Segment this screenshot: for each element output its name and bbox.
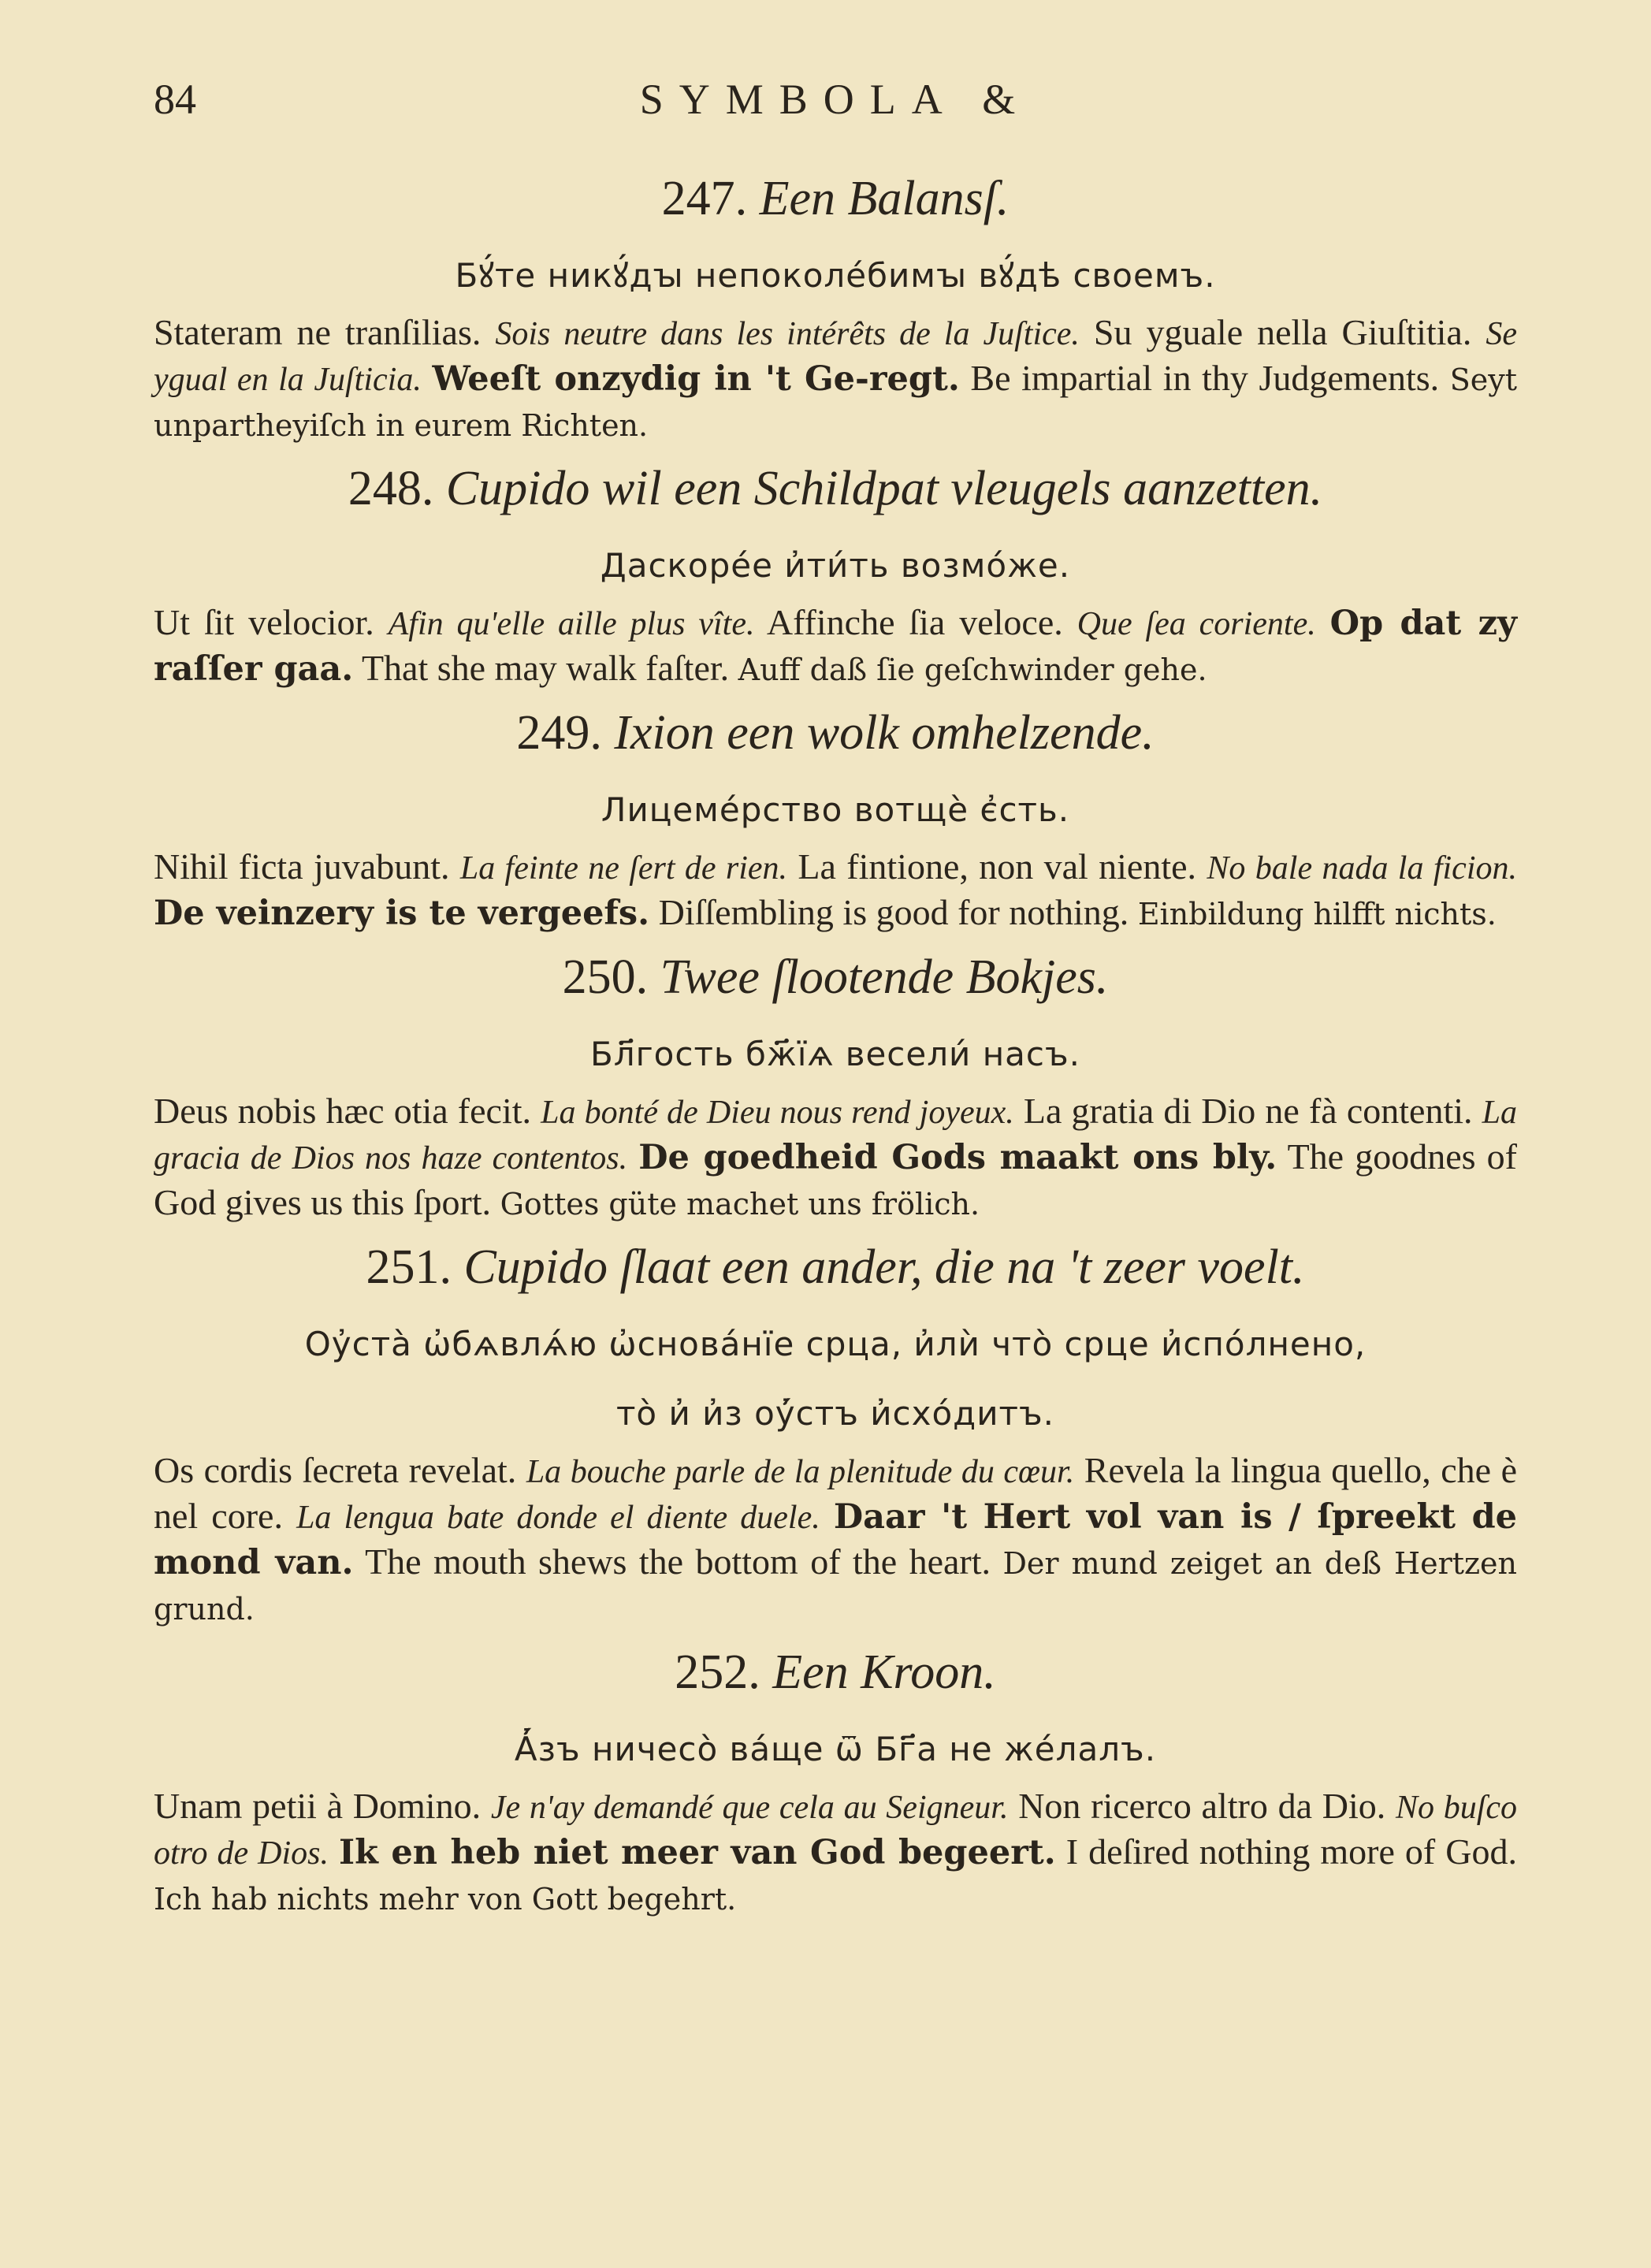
entry-249	[154, 700, 1517, 936]
page-header	[154, 75, 1517, 138]
slavonic-motto: Бꙋ́те никꙋ́дꙑ непоколе́бимꙑ вꙋ́дѣ своемъ.	[455, 256, 1216, 295]
entry-248	[154, 455, 1517, 692]
slavonic-motto-continued: то̀ и҆ и҆з оу҆́стъ и҆схо́дитъ.	[615, 1394, 1055, 1433]
latin-motto: Ut ſit velocior.	[154, 602, 374, 642]
italian-motto: Affinche ſia veloce.	[766, 602, 1063, 642]
dutch-motto: De goedheid Gods maakt ons bly.	[638, 1138, 1277, 1177]
translations	[154, 1784, 1517, 1921]
latin-motto: Stateram ne tranſilias.	[154, 312, 482, 352]
dutch-motto: Weeſt onzydig in 't Ge-regt.	[432, 359, 960, 399]
translations	[154, 600, 1517, 692]
entry-number: 249.	[516, 706, 602, 760]
slavonic-motto: А҆́зъ ничесо̀ ва́ще ѿ Бг҃а не же́лалъ.	[514, 1730, 1157, 1768]
entry-number: 248.	[348, 462, 434, 515]
english-motto: I deſired nothing more of God.	[1065, 1831, 1517, 1872]
dutch-motto: Op dat zy raſſer gaa.	[154, 604, 1518, 689]
french-motto: Afin qu'elle aille plus vîte.	[388, 606, 755, 642]
entry-heading	[154, 1639, 1517, 1705]
dutch-motto: Daar 't Hert vol van is / ſpreekt de mond van.	[154, 1497, 1517, 1582]
entry-heading	[154, 944, 1517, 1010]
entry-heading	[154, 165, 1517, 232]
italian-motto: Su yguale nella Giuſtitia.	[1093, 312, 1472, 352]
entry-252	[154, 1639, 1517, 1921]
latin-motto: Os cordis ſecreta revelat.	[154, 1450, 517, 1490]
italian-motto: Revela la lingua quello, che è nel core.	[154, 1450, 1518, 1536]
running-title: SYMBOLA &	[639, 76, 1032, 123]
page-body	[154, 158, 1517, 1921]
entry-title: Een Balansſ.	[759, 172, 1010, 225]
entry-title: Ixion een wolk omhelzende.	[614, 706, 1155, 760]
spanish-motto: La lengua bate donde el diente duele.	[296, 1500, 820, 1536]
italian-motto: La gratia di Dio ne fà contenti.	[1023, 1091, 1473, 1131]
german-motto: Ich hab nichts mehr von Gott begehrt.	[154, 1882, 737, 1917]
english-motto: Be impartial in thy Judgements.	[970, 358, 1440, 398]
entry-heading	[154, 700, 1517, 766]
page-number: 84	[154, 76, 196, 123]
latin-motto: Deus nobis hæc otia fecit.	[154, 1091, 532, 1131]
spanish-motto: La gracia de Dios nos haze contentos.	[154, 1095, 1518, 1177]
english-motto: The mouth shews the bottom of the heart.	[365, 1541, 991, 1582]
english-motto: Diſſembling is good for nothing.	[658, 892, 1129, 932]
entry-number: 250.	[562, 950, 649, 1004]
english-motto: That she may walk faſter.	[361, 648, 730, 688]
latin-motto: Nihil ficta juvabunt.	[154, 846, 450, 887]
italian-motto: La fintione, non val niente.	[798, 846, 1197, 887]
spanish-motto: Se ygual en la Juſticia.	[154, 316, 1518, 398]
spanish-motto: Que ſea coriente.	[1076, 606, 1316, 642]
entry-title: Een Kroon.	[772, 1645, 996, 1699]
german-motto: Seyt unpartheyiſch in eurem Richten.	[154, 363, 1517, 443]
entry-number: 251.	[366, 1240, 452, 1294]
dutch-motto: De veinzery is te vergeefs.	[154, 894, 650, 933]
entry-251	[154, 1234, 1517, 1631]
slavonic-motto: Даскоре́е и҆ти́ть возмо́же.	[600, 546, 1071, 585]
slavonic-motto: Бл҃гость бж҃їѧ весели́ насъ.	[589, 1035, 1081, 1073]
entry-title: Cupido ſlaat een ander, die na 't zeer voelt.	[463, 1240, 1305, 1294]
translations	[154, 1089, 1517, 1226]
slavonic-motto: Оу҆ста̀ ѡ҆бѧвлѧ́ю ѡ҆снова́нїе срца, и҆лѝ что̀ срце и҆спо́лнено,	[304, 1325, 1367, 1363]
spanish-motto: No buſco otro de Dios.	[154, 1790, 1518, 1872]
entry-heading	[154, 455, 1517, 522]
entry-title: Cupido wil een Schildpat vleugels aanzetten.	[445, 462, 1323, 515]
entry-title: Twee ſlootende Bokjes.	[660, 950, 1109, 1004]
english-motto: The goodnes of God gives us this ſport.	[154, 1136, 1518, 1222]
french-motto: La bonté de Dieu nous rend joyeux.	[541, 1095, 1014, 1131]
entry-heading	[154, 1234, 1517, 1300]
french-motto: La feinte ne ſert de rien.	[459, 850, 788, 887]
entry-250	[154, 944, 1517, 1226]
translations	[154, 1448, 1517, 1631]
entry-247	[154, 165, 1517, 448]
entry-number: 252.	[675, 1645, 760, 1699]
german-motto: Der mund zeiget an deß Hertzen grund.	[154, 1546, 1517, 1627]
entry-number: 247.	[661, 172, 748, 225]
french-motto: Sois neutre dans les intérêts de la Juſtice.	[495, 316, 1080, 352]
german-motto: Gottes güte machet uns frölich.	[500, 1187, 980, 1221]
slavonic-motto: Лицеме́рство вотщѐ є҆сть.	[601, 790, 1070, 829]
dutch-motto: Ik en heb niet meer van God begeert.	[339, 1833, 1056, 1872]
spanish-motto: No bale nada la ficion.	[1207, 850, 1517, 887]
french-motto: Je n'ay demandé que cela au Seigneur.	[490, 1790, 1009, 1826]
german-motto: Einbildung hilfft nichts.	[1137, 897, 1497, 931]
latin-motto: Unam petii à Domino.	[154, 1786, 482, 1826]
german-motto: Auff daß ſie geſchwinder gehe.	[738, 653, 1207, 687]
french-motto: La bouche parle de la plenitude du cœur.	[526, 1454, 1075, 1490]
italian-motto: Non ricerco altro da Dio.	[1018, 1786, 1386, 1826]
translations	[154, 845, 1517, 936]
translations	[154, 310, 1517, 448]
